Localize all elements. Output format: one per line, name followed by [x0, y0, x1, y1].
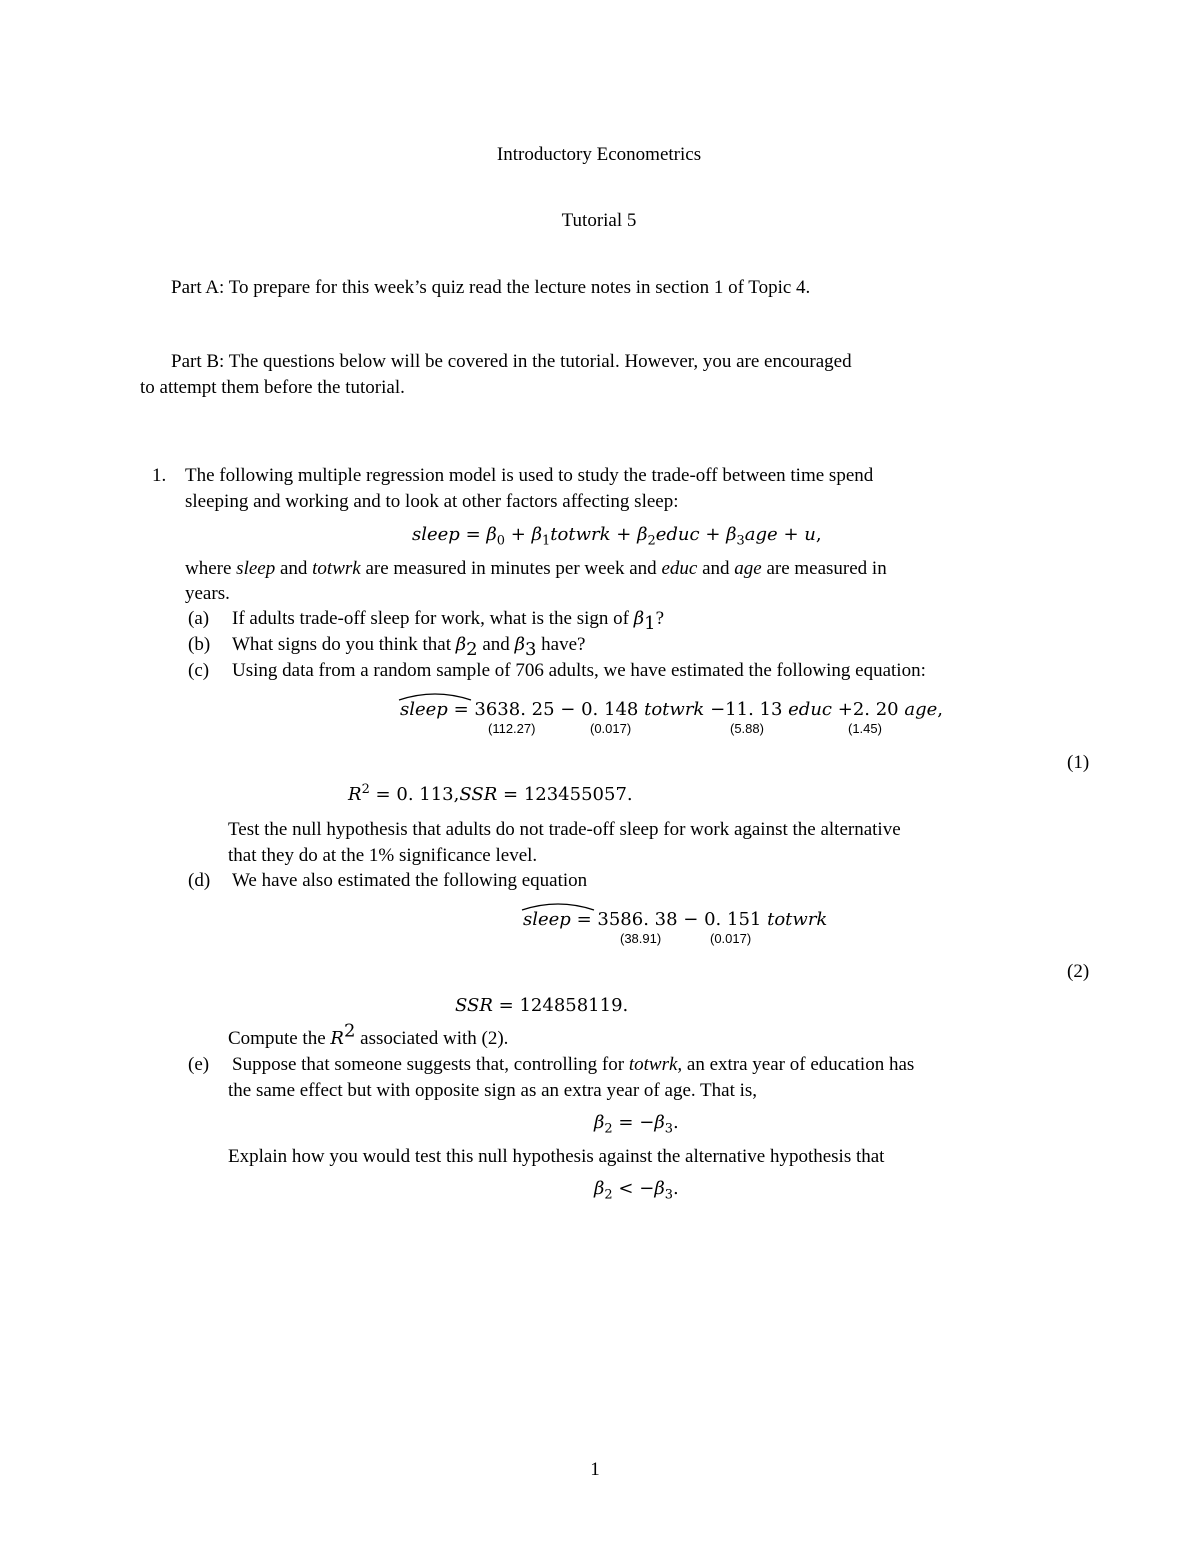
course-title: Introductory Econometrics: [496, 144, 702, 165]
subquestion-e-line-2: the same effect but with opposite sign as an extra year of age. That is,: [228, 1080, 758, 1101]
variable-definition-line-2: years.: [185, 583, 230, 604]
r-squared-ssr-1: $R^2 = 0$. 113,SSR = 123455057.: [348, 782, 633, 805]
std-error-intercept-2: (38.91): [620, 931, 662, 946]
estimated-equation-2: sleep = 3586. 38 − 0. 151 totwrk: [523, 911, 827, 929]
subquestion-a-label: (a): [188, 608, 210, 629]
subquestion-e-label: (e): [188, 1054, 210, 1075]
null-hypothesis: $\beta_2 = -\beta_3$.: [594, 1112, 679, 1137]
subquestion-b: (b) What signs do you think that $\beta_2$ and $\beta_3$ have?: [188, 634, 586, 660]
tutorial-title: Tutorial 5: [561, 210, 637, 231]
test-instruction-line-1: Test the null hypothesis that adults do not trade-off sleep for work against the alternative: [228, 819, 901, 840]
subquestion-d-label: (d): [188, 870, 211, 891]
equation-label-2: (2): [1067, 961, 1090, 982]
subquestion-b-label: (b): [188, 634, 211, 655]
explain-test-text: Explain how you would test this null hypothesis against the alternative hypothesis that: [228, 1146, 885, 1167]
hat-accent-icon: [398, 692, 472, 702]
std-error-totwrk-2: (0.017): [710, 931, 752, 946]
part-b-line-1: Part B: The questions below will be covered in the tutorial. However, you are encouraged: [171, 351, 852, 372]
test-instruction-line-2: that they do at the 1% significance level.: [228, 845, 538, 866]
std-error-educ-1: (5.88): [730, 721, 764, 736]
compute-r-squared: Compute the $R^2$ associated with (2).: [228, 1020, 509, 1049]
subquestion-d: (d) We have also estimated the following equation: [188, 870, 588, 891]
question-number: 1.: [152, 465, 167, 486]
part-b-line-2: to attempt them before the tutorial.: [140, 377, 405, 398]
subquestion-c: (c) Using data from a random sample of 706 adults, we have estimated the following equation:: [188, 660, 926, 681]
alternative-hypothesis: $\beta_2 < -\beta_3$.: [594, 1178, 679, 1203]
std-error-age-1: (1.45): [848, 721, 882, 736]
estimated-equation-1: sleep = 3638. 25 − 0. 148 totwrk −11. 13 educ +2. 20 age,: [400, 701, 943, 719]
subquestion-c-label: (c): [188, 660, 210, 681]
page-number: 1: [590, 1459, 600, 1480]
part-a-text: Part A: To prepare for this week’s quiz read the lecture notes in section 1 of Topic 4.: [171, 277, 811, 298]
ssr-2: SSR = 124858119.: [455, 995, 629, 1016]
subquestion-a: (a) If adults trade-off sleep for work, what is the sign of $\beta_1$?: [188, 608, 665, 634]
regression-model-equation: sleep = $\beta_0$ + $\beta_1totwrk$ + $\beta_2educ + \beta_3age + u$,: [412, 524, 822, 549]
variable-definition-line-1: where sleep and totwrk are measured in minutes per week and educ and age are measured in: [185, 558, 887, 579]
subquestion-e: (e) Suppose that someone suggests that, controlling for totwrk, an extra year of education has: [188, 1054, 915, 1075]
std-error-intercept-1: (112.27): [488, 721, 536, 736]
hat-accent-icon: [521, 902, 595, 912]
question-intro-line-2: sleeping and working and to look at other factors affecting sleep:: [185, 491, 679, 512]
sleep-hat-2: sleep: [523, 911, 571, 929]
question-intro-line-1: The following multiple regression model is used to study the trade-off between time spend: [185, 465, 874, 486]
equation-label-1: (1): [1067, 752, 1090, 773]
std-error-totwrk-1: (0.017): [590, 721, 632, 736]
sleep-hat: sleep: [400, 701, 448, 719]
